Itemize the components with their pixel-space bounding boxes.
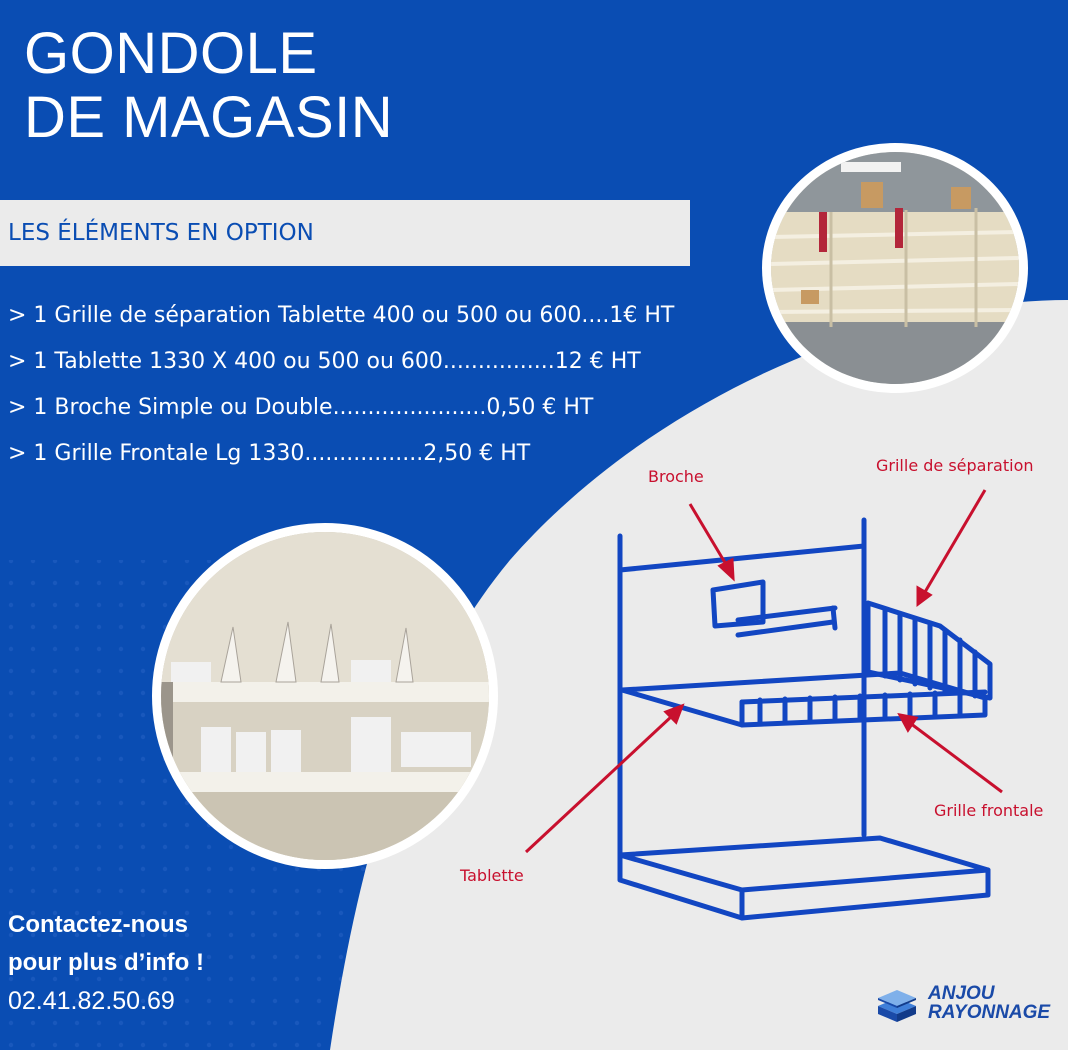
arrow-broche xyxy=(690,504,727,566)
gondola-diagram xyxy=(440,440,1068,930)
brand-logo xyxy=(874,982,1054,1026)
grille-separation xyxy=(868,603,990,698)
title-line-2: DE MAGASIN xyxy=(24,85,394,150)
option-item-grille-separation: > 1 Grille de séparation Tablette 400 ou 500 ou 600....1€ HT xyxy=(8,303,675,328)
label-tablette: Tablette xyxy=(460,866,524,885)
anjou-rayonnage-logo-icon xyxy=(874,984,920,1024)
store-shelving-illustration xyxy=(771,152,1019,384)
contact-phone[interactable]: 02.41.82.50.69 xyxy=(8,987,175,1015)
option-item-tablette: > 1 Tablette 1330 X 400 ou 500 ou 600................12 € HT xyxy=(8,349,641,374)
page-title xyxy=(24,22,393,150)
upright-top-bar xyxy=(620,546,864,570)
options-banner-label: LES ÉLÉMENTS EN OPTION xyxy=(8,220,314,246)
arrow-tablette xyxy=(526,716,672,852)
label-grille-separation: Grille de séparation xyxy=(876,456,1034,475)
arrow-grille-frontale xyxy=(910,723,1002,792)
contact-line-2: pour plus d’info ! xyxy=(8,949,204,976)
options-banner xyxy=(0,200,690,266)
lower-tablette xyxy=(620,838,988,918)
brand-name-line-2: RAYONNAGE xyxy=(928,1002,1051,1023)
brand-name-line-1: ANJOU xyxy=(928,983,995,1004)
title-line-1: GONDOLE xyxy=(24,21,318,86)
contact-line-1: Contactez-nous xyxy=(8,911,188,938)
contact-block xyxy=(8,906,204,1020)
label-grille-frontale: Grille frontale xyxy=(934,801,1044,820)
option-item-grille-frontale: > 1 Grille Frontale Lg 1330.................2,50 € HT xyxy=(8,441,531,466)
arrow-grille-separation xyxy=(925,490,985,592)
store-shelving-photo xyxy=(762,143,1028,393)
label-broche: Broche xyxy=(648,467,704,486)
option-item-broche: > 1 Broche Simple ou Double......................0,50 € HT xyxy=(8,395,594,420)
